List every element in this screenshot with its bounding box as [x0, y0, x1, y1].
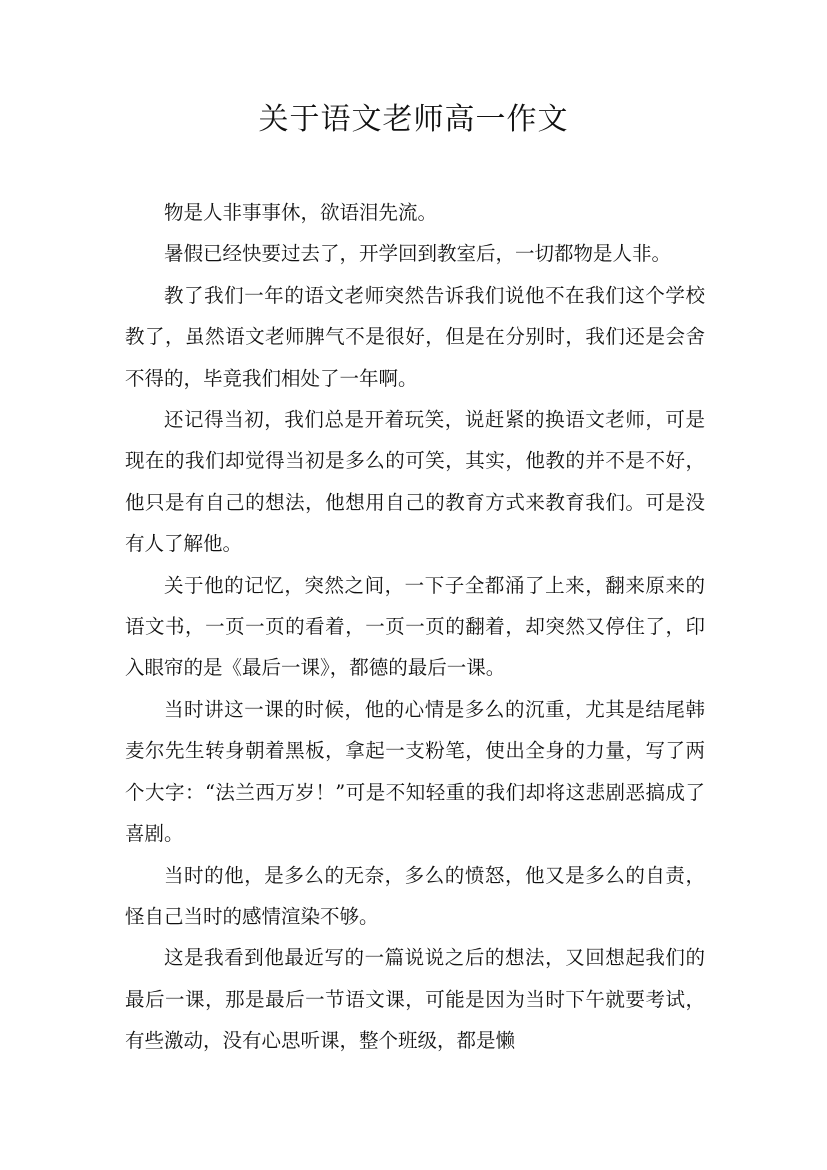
- paragraph-6: 当时讲这一课的时候，他的心情是多么的沉重，尤其是结尾韩麦尔先生转身朝着黑板，拿起一支粉笔，使出全身的力量，写了两个大字：“法兰西万岁！”可是不知轻重的我们却将这悲剧恶搞成了喜剧。: [125, 697, 705, 846]
- paragraph-8: 这是我看到他最近写的一篇说说之后的想法，又回想起我们的最后一课，那是最后一节语文课，可能是因为当时下午就要考试，有些激动，没有心思听课，整个班级，都是懒: [125, 946, 705, 1053]
- paragraph-5: 关于他的记忆，突然之间，一下子全都涌了上来，翻来原来的语文书，一页一页的看着，一页一页的翻着，却突然又停住了，印入眼帘的是《最后一课》，都德的最后一课。: [125, 573, 705, 680]
- paragraph-7: 当时的他，是多么的无奈，多么的愤怒，他又是多么的自责，怪自己当时的感情渲染不够。: [125, 863, 705, 928]
- paragraph-3: 教了我们一年的语文老师突然告诉我们说他不在我们这个学校教了，虽然语文老师脾气不是很好，但是在分别时，我们还是会舍不得的，毕竟我们相处了一年啊。: [125, 283, 705, 390]
- paragraph-4: 还记得当初，我们总是开着玩笑，说赶紧的换语文老师，可是现在的我们却觉得当初是多么的可笑，其实，他教的并不是不好，他只是有自己的想法，他想用自己的教育方式来教育我们。可是没有人了解他。: [125, 408, 705, 556]
- document-title: 关于语文老师高一作文: [258, 102, 569, 137]
- paragraph-2: 暑假已经快要过去了，开学回到教室后，一切都物是人非。: [164, 242, 672, 266]
- document-body: [125, 192, 705, 1062]
- paragraph-1: 物是人非事事休，欲语泪先流。: [164, 201, 438, 224]
